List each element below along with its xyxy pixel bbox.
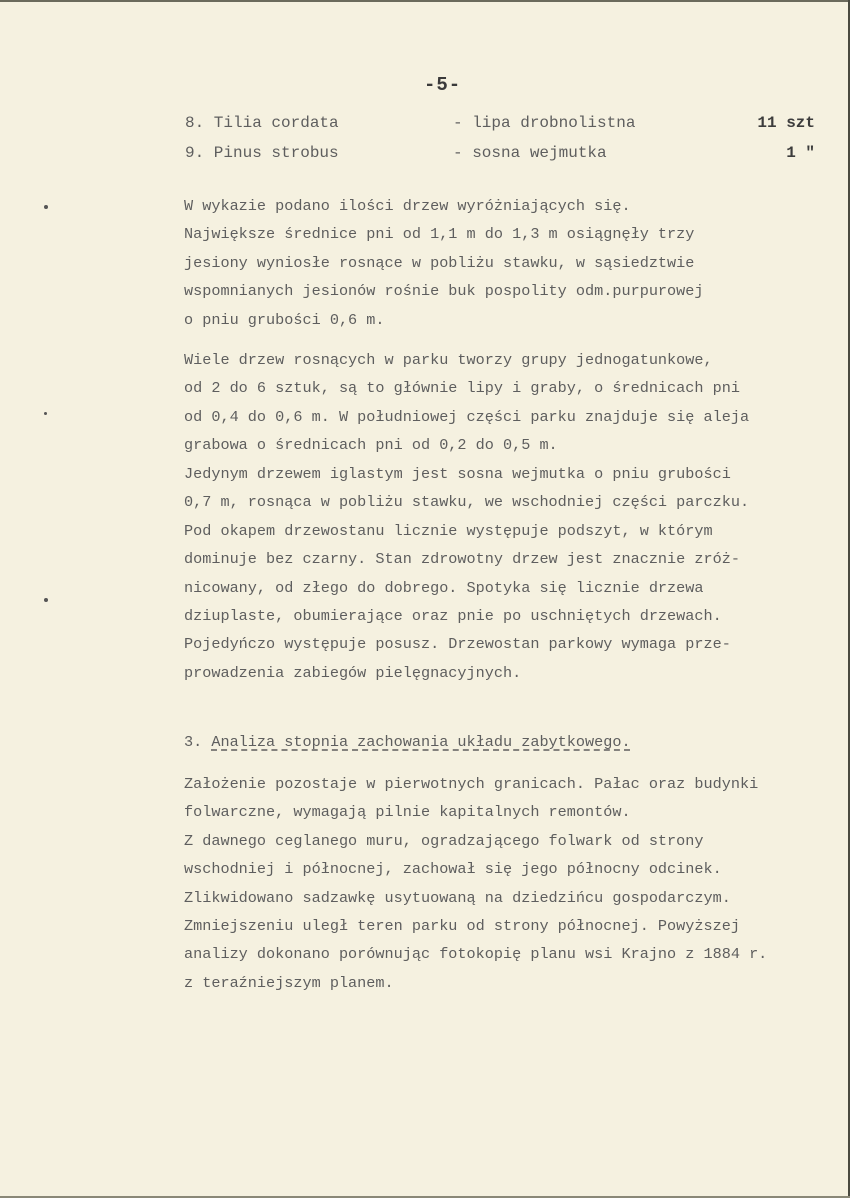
paragraph-tree-groups [184, 346, 834, 460]
text-line: Zlikwidowano sadzawkę usytuowaną na dziedzińcu gospodarczym. [184, 888, 731, 907]
text-line: Zmniejszeniu uległ teren parku od strony północnej. Powyższej [184, 917, 740, 936]
text-line: nicowany, od złego do dobrego. Spotyka się licznie drzewa [184, 578, 704, 597]
polish-name: - sosna wejmutka [453, 144, 607, 162]
page-number: -5- [424, 74, 462, 96]
quantity: 11 szt [757, 114, 815, 132]
latin-name: 8. Tilia cordata [185, 114, 339, 132]
text-line: Wiele drzew rosnących w parku tworzy grupy jednogatunkowe, [184, 351, 713, 369]
text-line: grabowa o średnicach pni od 0,2 do 0,5 m. [184, 436, 558, 455]
text-line: Z dawnego ceglanego muru, ogradzającego folwark od strony [184, 831, 704, 850]
text-line: o pniu grubości 0,6 m. [184, 310, 385, 329]
paragraph-conifer-health [184, 460, 834, 687]
text-line: wschodniej i północnej, zachował się jego północny odcinek. [184, 860, 722, 879]
text-line: z teraźniejszym planem. [184, 973, 394, 992]
text-line: od 0,4 do 0,6 m. W południowej części parku znajduje się aleja [184, 407, 750, 426]
latin-name: 9. Pinus strobus [185, 144, 339, 162]
text-line: dominuje bez czarny. Stan zdrowotny drzew jest znacznie zróż- [184, 550, 740, 569]
page-edge-top [0, 0, 850, 2]
text-line: 0,7 m, rosnąca w pobliżu stawku, we wschodniej części parczku. [184, 493, 750, 512]
paragraph-largest-trees [184, 192, 834, 334]
text-line: od 2 do 6 sztuk, są to głównie lipy i graby, o średnicach pni [184, 379, 740, 398]
text-line: analizy dokonano porównując fotokopię planu wsi Krajno z 1884 r. [184, 945, 768, 964]
species-list [185, 114, 815, 174]
section-number: 3. [184, 733, 212, 751]
text-line: Pojedyńczo występuje posusz. Drzewostan parkowy wymaga prze- [184, 635, 731, 654]
text-line: Pod okapem drzewostanu licznie występuje podszyt, w którym [184, 521, 713, 540]
text-line: folwarczne, wymagają pilnie kapitalnych remontów. [184, 803, 631, 822]
punch-mark [44, 205, 48, 209]
section-title: Analiza stopnia zachowania układu zabytkowego. [211, 733, 631, 751]
text-line: jesiony wyniosłe rosnące w pobliżu stawku, w sąsiedztwie [184, 253, 695, 272]
section-heading [184, 733, 631, 751]
text-line: Założenie pozostaje w pierwotnych granicach. Pałac oraz budynki [184, 775, 759, 793]
punch-mark [44, 598, 48, 602]
text-line: W wykazie podano ilości drzew wyróżniających się. [184, 197, 631, 215]
list-item [185, 144, 815, 174]
text-line: dziuplaste, obumierające oraz pnie po uschniętych drzewach. [184, 607, 722, 626]
text-line: Największe średnice pni od 1,1 m do 1,3 m osiągnęły trzy [184, 225, 695, 244]
text-line: Jedynym drzewem iglastym jest sosna wejmutka o pniu grubości [184, 465, 731, 483]
paragraph-preservation-analysis [184, 770, 834, 997]
list-item [185, 114, 815, 144]
punch-mark [44, 412, 47, 415]
polish-name: - lipa drobnolistna [453, 114, 636, 132]
text-line: wspomnianych jesionów rośnie buk pospolity odm.purpurowej [184, 282, 704, 301]
quantity: 1 " [786, 144, 815, 162]
text-line: prowadzenia zabiegów pielęgnacyjnych. [184, 663, 522, 682]
